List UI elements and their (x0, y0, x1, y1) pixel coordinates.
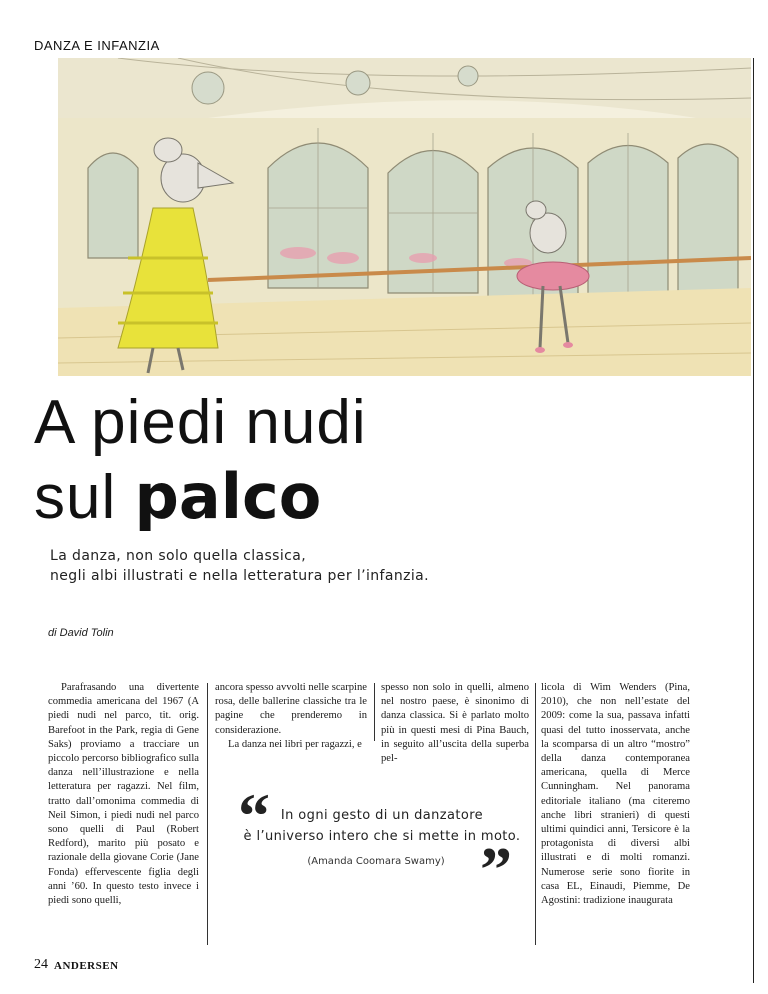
paragraph: licola di Wim Wenders (Pina, 2010), che non nell’estate del 2009: come la sua, passava infatti quasi del tutto inosservata, anche la scomparsa di un altro “mostro” della danza contemporanea americana, quella di Merce Cunningham. Nel panorama editoriale italiano (ma citeremo anche libri stranieri) di questi ultimi quindici anni, Tersicore è la protagonista di diversi albi illustrati e di molti romanzi. Numerose serie sono fiorite in casa EL, Einaudi, Piemme, De Agostini: tradizione inaugurata (541, 682, 690, 907)
quote-open-mark: “ (238, 780, 270, 851)
headline-bold: palco (134, 460, 322, 533)
body-column-4 (541, 681, 690, 908)
subtitle-line-1: La danza, non solo quella classica, (50, 548, 307, 564)
section-label: DANZA E INFANZIA (34, 38, 160, 53)
page-number: 24 (34, 957, 48, 972)
body-column-3 (381, 681, 529, 766)
column-divider (535, 683, 536, 945)
byline-prefix: di (48, 627, 57, 639)
paragraph: ancora spesso avvolti nelle scarpine rosa, delle ballerine classiche tra le pagine che prenderemo in considerazione. (215, 682, 367, 736)
pull-quote-author: (Amanda Coomara Swamy) (307, 856, 445, 867)
subtitle-line-2: negli albi illustrati e nella letteratura per l’infanzia. (50, 568, 429, 584)
magazine-name: ANDERSEN (54, 960, 119, 972)
headline-plain: sul (34, 463, 135, 532)
body-column-2 (215, 681, 367, 752)
page-border-rule (753, 58, 754, 983)
byline (48, 627, 114, 639)
headline-line-2 (34, 460, 322, 533)
pull-quote-line-1: In ogni gesto di un danzatore (280, 808, 484, 823)
ballet-mice-illustration (58, 58, 751, 376)
headline-line-1: A piedi nudi (34, 388, 367, 457)
column-divider (374, 683, 375, 741)
paragraph: La danza nei libri per ragazzi, e (228, 738, 362, 750)
paragraph: spesso non solo in quelli, almeno nel nostro paese, è sinonimo di danza classica. Si è parlato molto più in questi mesi di Pina Bauch, in seguito all’uscita della superba pel- (381, 682, 529, 765)
byline-author: David Tolin (59, 627, 114, 639)
body-column-1 (48, 681, 199, 908)
column-divider (207, 683, 208, 945)
pull-quote-line-2: è l’universo intero che si mette in moto. (243, 829, 521, 844)
paragraph: Parafrasando una divertente commedia americana del 1967 (A piedi nudi nel parco, tit. orig. Barefoot in the Park, regia di Gene Saks) proviamo a tracciare un piccolo percorso bibliografico sulla danza nell’illustrazione e nella letteratura per ragazzi. Nel film, tratto dall’omonima commedia di Neil Simon, i piedi nudi nel parco sono quelli di Paul (Robert Redford), marito più posato e razionale della giovane Corie (Jane Fonda) effervescente figlia degli anni ’60. In questo testo invece i piedi sono quelli, (48, 682, 199, 907)
quote-close-mark: ” (480, 834, 512, 905)
